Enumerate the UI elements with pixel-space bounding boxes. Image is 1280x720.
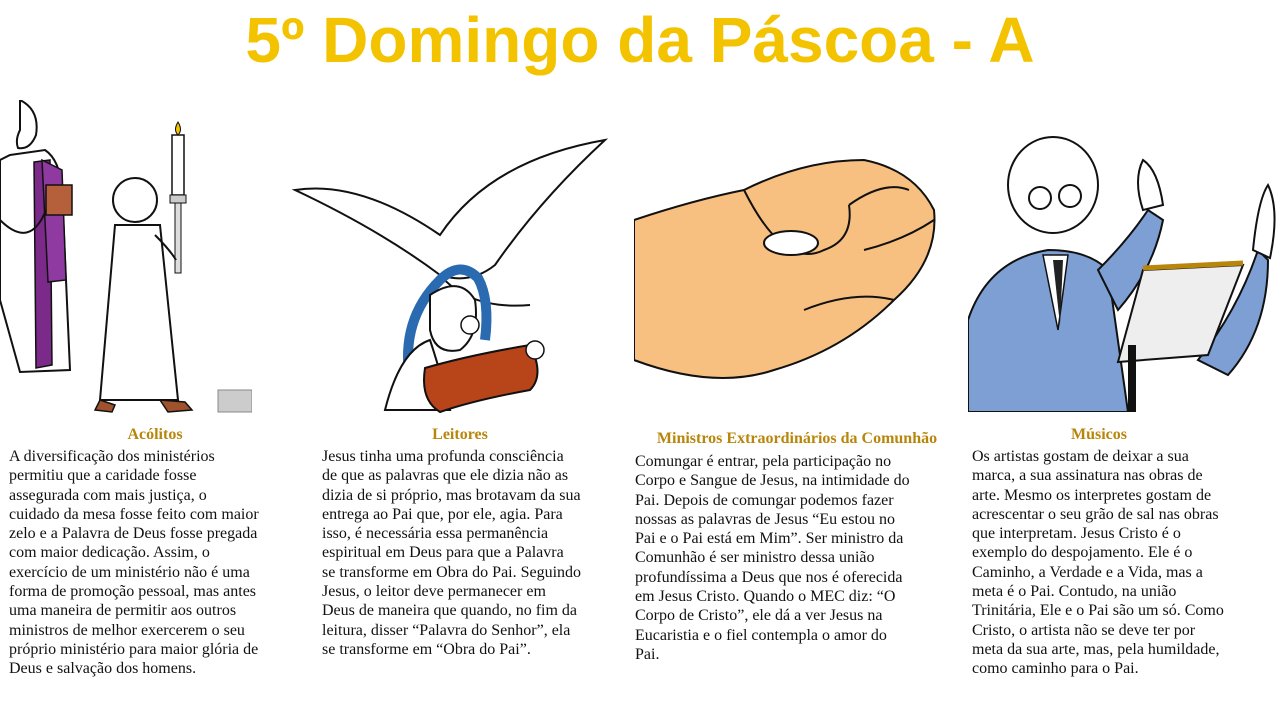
text-line: Corpo de Cristo”, ele dá a ver Jesus na (635, 607, 883, 625)
musician-illustration (968, 100, 1280, 412)
ministros-text (635, 452, 910, 664)
text-line: Eucaristia e o fiel contempla o amor do (635, 626, 887, 644)
text-line: Deus de maneira que quando, no fim da (322, 602, 578, 620)
text-line: nossas as palavras de Jesus “Eu estou no (635, 510, 895, 528)
text-line: próprio ministério para maior glória de (9, 640, 259, 658)
text-line: espiritual em Deus para que a Palavra (322, 544, 564, 562)
text-line: zelo e a Palavra de Deus fosse pregada (9, 525, 258, 543)
text-line: Caminho, a Verdade e a Vida, mas a (972, 563, 1203, 581)
column-ministros (632, 100, 962, 720)
text-line: Pai. (635, 645, 660, 663)
text-line: Comungar é entrar, pela participação no (635, 453, 892, 470)
text-line: A diversificação dos ministérios (9, 448, 215, 465)
text-line: acrescentar o seu grão de sal nas obras (972, 505, 1219, 523)
text-line: em Jesus Cristo. Quando o MEC diz: “O (635, 588, 896, 606)
reader-illustration (290, 100, 620, 415)
text-line: com maior dedicação. Assim, o (9, 544, 210, 562)
text-line: meta da sua arte, mas, pela humildade, (972, 640, 1220, 658)
text-line: isso, é necessária essa permanência (322, 525, 549, 543)
leitores-heading: Leitores (432, 426, 488, 443)
text-line: forma de promoção pessoal, mas antes (9, 583, 257, 601)
musicos-heading: Músicos (1071, 426, 1127, 443)
text-line: arte. Mesmo os interpretes gostam de (972, 486, 1212, 504)
text-line: Jesus, o leitor deve permanecer em (322, 583, 546, 601)
ministros-heading: Ministros Extraordinários da Comunhão (656, 430, 938, 447)
text-line: Corpo e Sangue de Jesus, na intimidade do (635, 472, 910, 490)
text-line: Pai. Depois de comungar podemos fazer (635, 491, 894, 509)
text-line: exercício de um ministério não é uma (9, 563, 250, 581)
text-line: Trinitária, Ele e o Pai são um só. Como (972, 602, 1224, 620)
text-line: ministros de melhor exercerem o seu (9, 621, 245, 639)
text-line: marca, a sua assinatura nas obras de (972, 467, 1203, 485)
text-line: uma maneira de permitir aos outros (9, 602, 237, 620)
text-line: permitiu que a caridade fosse (9, 467, 197, 485)
acolitos-heading: Acólitos (127, 426, 183, 443)
text-line: Pai e o Pai está em Mim”. Ser ministro da (635, 530, 904, 548)
text-line: entrega ao Pai que, por ele, agia. Para (322, 505, 563, 523)
leitores-text (322, 447, 581, 659)
text-line: leitura, disser “Palavra do Senhor”, ela (322, 621, 571, 639)
musicos-text (972, 447, 1224, 679)
acolitos-text (9, 447, 259, 679)
text-line: Jesus tinha uma profunda consciência (322, 448, 564, 465)
column-leitores (290, 100, 630, 720)
text-line: se transforme em Obra do Pai. Seguindo (322, 563, 582, 581)
acolytes-illustration (0, 100, 252, 415)
text-line: Os artistas gostam de deixar a sua (972, 448, 1189, 465)
page-title: 5º Domingo da Páscoa - A (245, 4, 1035, 76)
text-line: Comunhão é ser ministro dessa união (635, 549, 875, 567)
text-line: dizia de si próprio, mas brotavam da sua (322, 486, 581, 504)
text-line: que interpretam. Jesus Cristo é o (972, 525, 1181, 543)
text-line: cuidado da mesa fosse feito com maior (9, 505, 259, 523)
text-line: meta é o Pai. Contudo, na união (972, 583, 1177, 601)
column-musicos (968, 100, 1280, 720)
communion-hands-illustration (634, 100, 944, 412)
text-line: como caminho para o Pai. (972, 660, 1139, 678)
text-line: Cristo, o artista não se deve ter por (972, 621, 1196, 639)
text-line: Deus e salvação dos homens. (9, 660, 197, 678)
text-line: assegurada com mais justiça, o (9, 486, 207, 504)
text-line: profundíssima a Deus que nos é oferecida (635, 568, 903, 586)
text-line: exemplo do despojamento. Ele é o (972, 544, 1193, 562)
text-line: de que as palavras que ele dizia não as (322, 467, 569, 485)
text-line: se transforme em “Obra do Pai”. (322, 640, 531, 658)
column-acolitos (0, 100, 310, 720)
